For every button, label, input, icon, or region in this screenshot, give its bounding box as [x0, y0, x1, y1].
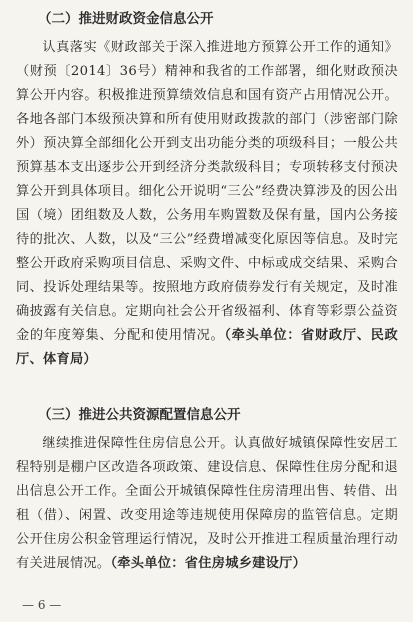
- section-body-finance: [16, 36, 398, 372]
- public-resources-body-text: 继续推进保障性住房信息公开。认真做好城镇保障性安居工程特别是棚户区改造各项政策、建设信息、保障性住房分配和退出信息公开工作。全面公开城镇保障性住房清理出售、转借、出租（借）、闲置、改变用途等违规使用保障房的监管信息。定期公开住房公积金管理运行情况，及时公开推进工程质量治理行动有关进展情况。: [16, 436, 398, 571]
- section-body-public-resources: [16, 432, 398, 576]
- page-number: — 6 —: [22, 598, 62, 612]
- section-heading-finance: （二）推进财政资金信息公开: [38, 11, 214, 27]
- finance-body-text: 认真落实《财政部关于深入推进地方预算公开工作的通知》（财预〔2014〕36号）精神和我省的工作部署，细化财政预决算公开内容。积极推进预算绩效信息和国有资产占用情况公开。各地各部门本级预决算和所有使用财政拨款的部门（涉密部门除外）预决算全部细化公开到支出功能分类的项级科目；一般公共预算基本支出逐步公开到经济分类款级科目；专项转移支付预决算公开到具体项目。细化公开说明“三公”经费决算涉及的因公出国（境）团组数及人数，公务用车购置数及保有量，国内公务接待的批次、人数，以及“三公”经费增减变化原因等信息。及时完整公开政府采购项目信息、采购文件、中标或成交结果、采购合同、投诉处理结果等。按照地方政府债券发行有关规定，及时准确披露有关信息。定期向社会公开省级福利、体育等彩票公益资金的年度筹集、分配和使用情况。: [16, 40, 398, 343]
- finance-lead-units: （牵头单位：省财政厅、民政厅、体育局）: [16, 328, 398, 367]
- public-resources-lead-units: （牵头单位：省住房城乡建设厅）: [110, 556, 307, 571]
- section-heading-public-resources: （三）推进公共资源配置信息公开: [38, 407, 241, 423]
